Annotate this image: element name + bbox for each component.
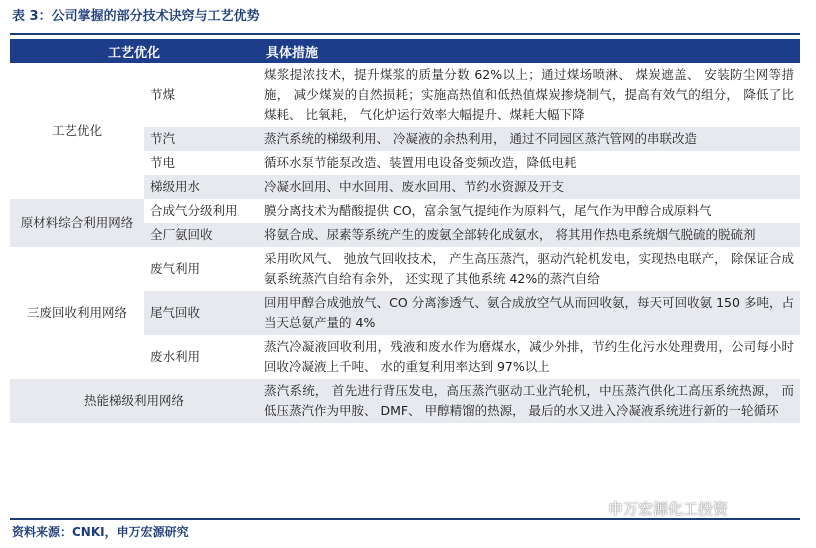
row-label: 废气利用 xyxy=(150,261,201,276)
row-label: 全厂氨回收 xyxy=(144,223,258,247)
category-thermal-energy: 热能梯级利用网络 xyxy=(10,379,258,423)
row-description: 冷凝水回用、中水回用、废水回用、节约水资源及开支 xyxy=(258,175,800,199)
category-waste-recycling: 三废回收利用网络 xyxy=(10,247,144,379)
table-row xyxy=(10,63,800,127)
row-label: 梯级用水 xyxy=(144,175,258,199)
row-description: 膜分离技术为醋酸提供 CO，富余氢气提纯作为原料气，尾气作为甲醇合成原料气 xyxy=(264,203,712,218)
row-description: 蒸汽系统， 首先进行背压发电，高压蒸汽驱动工业汽轮机，中压蒸汽供化工高压系统热源， 而低压蒸汽作为甲胺、 DMF、 甲醇精馏的热源， 最后的水又进入冷凝液系统进行新的一轮循环 xyxy=(258,379,800,423)
row-label: 节汽 xyxy=(144,127,258,151)
category-process-optimization: 工艺优化 xyxy=(10,63,144,199)
watermark-text: 申万宏源化工投资 xyxy=(608,500,729,518)
row-label: 废水利用 xyxy=(150,349,201,364)
category-raw-materials: 原材料综合利用网络 xyxy=(10,199,144,247)
row-description: 将氨合成、尿素等系统产生的废氨全部转化成氨水， 将其用作热电系统烟气脱硫的脱硫剂 xyxy=(258,223,800,247)
table-row xyxy=(10,247,800,291)
row-label: 节电 xyxy=(150,155,176,170)
row-description: 煤浆提浓技术，提升煤浆的质量分数 62%以上；通过煤场喷淋、 煤炭遮盖、 安装防尘网等措施， 减少煤炭的自然损耗；实施高热值和低热值煤炭掺烧制气，提高有效气的组分， 降低了比煤耗、 比氧耗， 气化炉运行效率大幅提升、煤耗大幅下降 xyxy=(264,67,795,122)
row-description: 蒸汽系统的梯级利用、 冷凝液的余热利用， 通过不同园区蒸汽管网的串联改造 xyxy=(258,127,800,151)
source-note: 资料来源：CNKI，申万宏源研究 xyxy=(12,525,189,539)
row-label: 节煤 xyxy=(150,87,176,102)
row-label: 合成气分级利用 xyxy=(150,203,238,218)
table-title: 表 3：公司掌握的部分技术诀窍与工艺优势 xyxy=(12,9,260,24)
wechat-icon xyxy=(580,498,602,520)
title-divider xyxy=(10,33,800,35)
table-row xyxy=(10,379,800,423)
header-specific-measures: 具体措施 xyxy=(258,39,800,63)
row-description: 蒸汽冷凝液回收利用，残液和废水作为磨煤水，减少外排，节约生化污水处理费用，公司每小时回收冷凝液上千吨、 水的重复利用率达到 97%以上 xyxy=(264,339,795,374)
row-description: 循环水泵节能泵改造、装置用电设备变频改造，降低电耗 xyxy=(264,155,577,170)
row-description: 采用吹风气、 弛放气回收技术， 产生高压蒸汽，驱动汽轮机发电，实现热电联产， 除保证合成氨系统蒸汽自给有余外， 还实现了其他系统 42%的蒸汽自给 xyxy=(264,251,795,286)
process-table xyxy=(10,39,800,423)
footer-divider xyxy=(10,518,800,520)
row-description: 回用甲醇合成弛放气、CO 分离渗透气、氨合成放空气从而回收氨，每天可回收氨 150 多吨，占当天总氨产量的 4% xyxy=(258,291,800,335)
table-row xyxy=(10,199,800,223)
header-process-optimization: 工艺优化 xyxy=(10,39,258,63)
row-label: 尾气回收 xyxy=(144,291,258,335)
table-header-row xyxy=(10,39,800,63)
